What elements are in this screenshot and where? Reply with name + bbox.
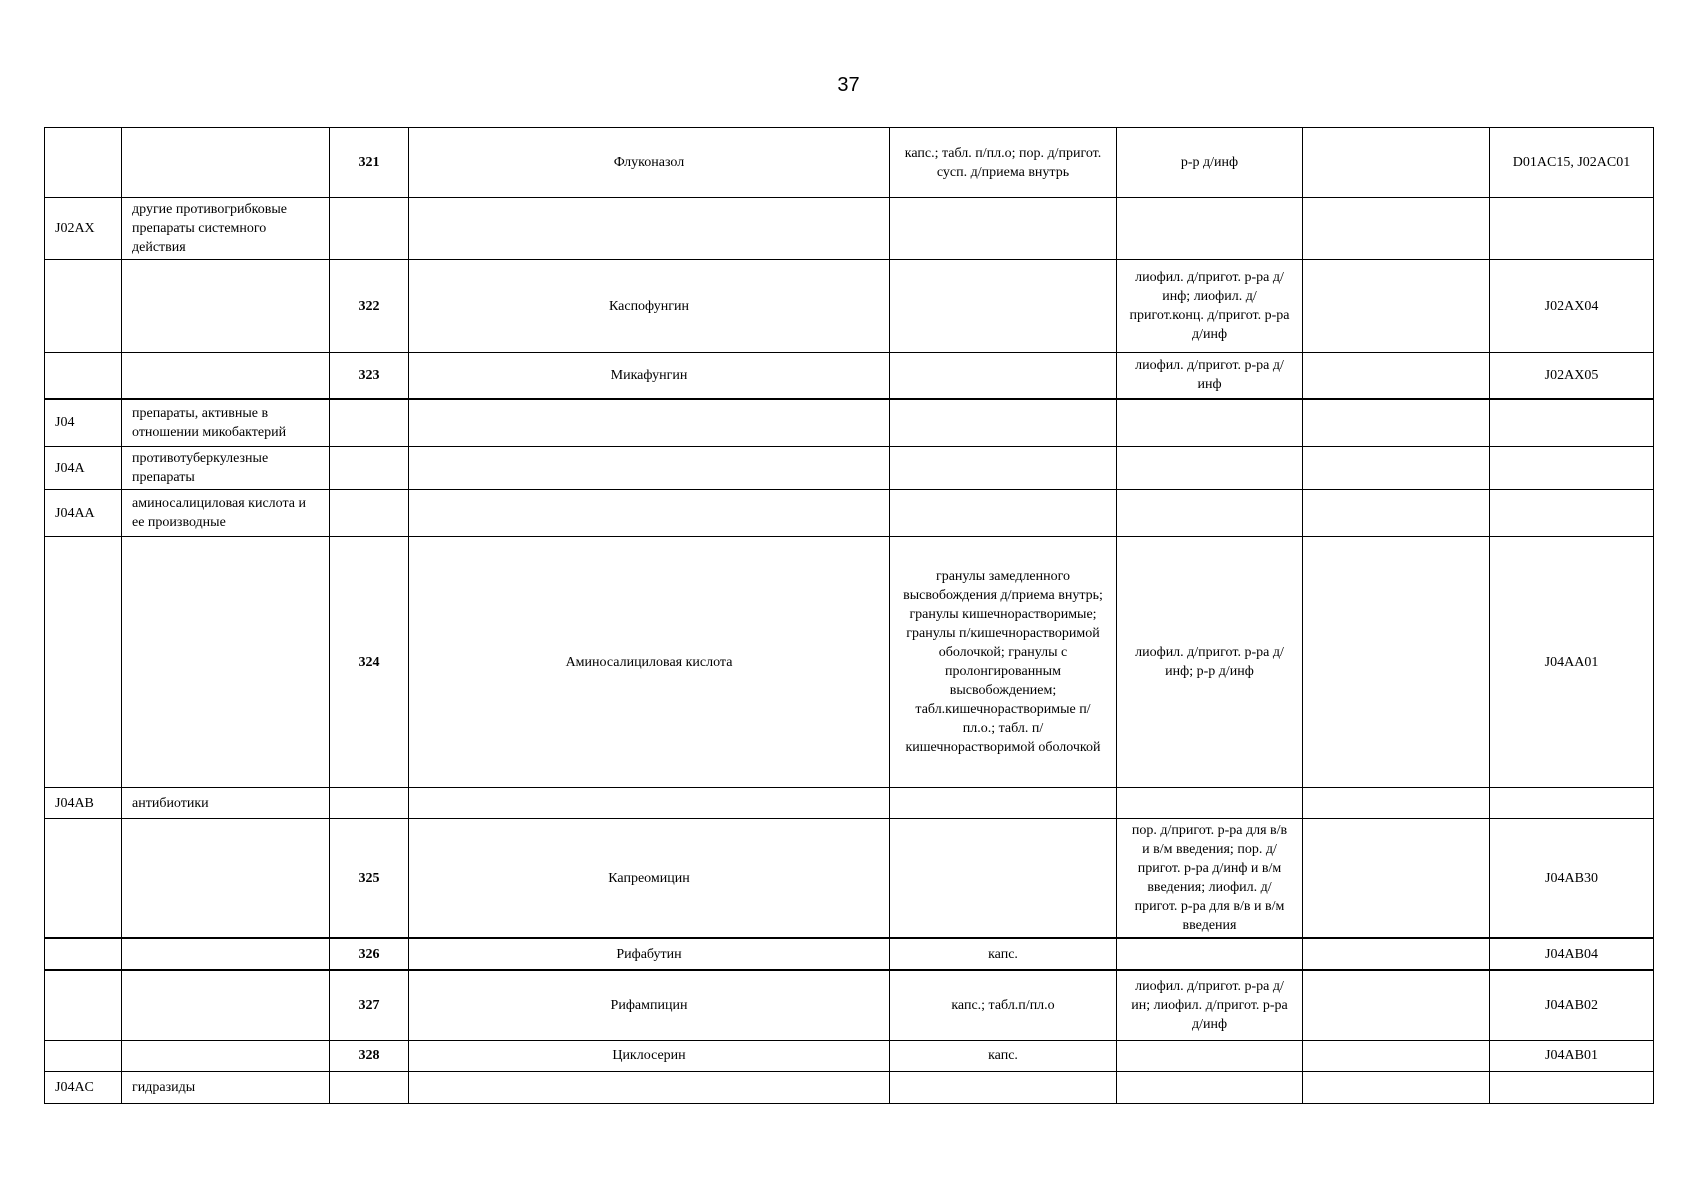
dosage-form-oral xyxy=(890,260,1117,353)
table-row xyxy=(45,490,1654,537)
atc-group-name: аминосалициловая кислота и ее производные xyxy=(122,490,330,537)
atc-code: J04AB30 xyxy=(1490,819,1654,939)
dosage-form-oral xyxy=(890,353,1117,399)
atc-group-name xyxy=(122,938,330,970)
dosage-form-oral xyxy=(890,788,1117,819)
extra-cell xyxy=(1303,819,1490,939)
extra-cell xyxy=(1303,788,1490,819)
dosage-form-oral xyxy=(890,447,1117,490)
atc-group-name: препараты, активные в отношении микобактерий xyxy=(122,399,330,447)
dosage-form-injection xyxy=(1117,447,1303,490)
atc-group-code xyxy=(45,128,122,198)
drug-name: Рифабутин xyxy=(409,938,890,970)
dosage-form-oral xyxy=(890,1071,1117,1103)
dosage-form-injection xyxy=(1117,938,1303,970)
atc-code xyxy=(1490,1071,1654,1103)
row-number: 323 xyxy=(330,353,409,399)
row-number: 327 xyxy=(330,970,409,1040)
extra-cell xyxy=(1303,260,1490,353)
row-number: 328 xyxy=(330,1040,409,1071)
row-number: 325 xyxy=(330,819,409,939)
drug-name: Микафунгин xyxy=(409,353,890,399)
drug-name: Циклосерин xyxy=(409,1040,890,1071)
drug-name: Флуконазол xyxy=(409,128,890,198)
drug-name xyxy=(409,788,890,819)
atc-group-name xyxy=(122,353,330,399)
dosage-form-oral: капс. xyxy=(890,1040,1117,1071)
dosage-form-injection: р-р д/инф xyxy=(1117,128,1303,198)
dosage-form-injection xyxy=(1117,788,1303,819)
row-number xyxy=(330,198,409,260)
table-row xyxy=(45,128,1654,198)
atc-group-name: антибиотики xyxy=(122,788,330,819)
row-number xyxy=(330,1071,409,1103)
table-row xyxy=(45,447,1654,490)
dosage-form-injection: лиофил. д/пригот. р-ра д/инф xyxy=(1117,353,1303,399)
table-row xyxy=(45,537,1654,788)
drug-name: Аминосалициловая кислота xyxy=(409,537,890,788)
table-row xyxy=(45,970,1654,1040)
drug-name: Капреомицин xyxy=(409,819,890,939)
drug-name xyxy=(409,447,890,490)
atc-code xyxy=(1490,788,1654,819)
extra-cell xyxy=(1303,353,1490,399)
dosage-form-oral: капс.; табл. п/пл.о; пор. д/пригот. сусп. д/приема внутрь xyxy=(890,128,1117,198)
atc-group-code xyxy=(45,260,122,353)
page-number: 37 xyxy=(837,74,860,96)
dosage-form-injection: лиофил. д/пригот. р-ра д/инф; лиофил. д/пригот.конц. д/пригот. р-ра д/инф xyxy=(1117,260,1303,353)
atc-code: D01AC15, J02AC01 xyxy=(1490,128,1654,198)
atc-group-name xyxy=(122,128,330,198)
atc-group-code xyxy=(45,938,122,970)
drug-name xyxy=(409,490,890,537)
extra-cell xyxy=(1303,128,1490,198)
atc-code: J02AX04 xyxy=(1490,260,1654,353)
table-row xyxy=(45,399,1654,447)
atc-code: J04AB04 xyxy=(1490,938,1654,970)
extra-cell xyxy=(1303,198,1490,260)
table-row xyxy=(45,1071,1654,1103)
drug-name: Каспофунгин xyxy=(409,260,890,353)
row-number: 326 xyxy=(330,938,409,970)
atc-group-code xyxy=(45,970,122,1040)
atc-code: J04AB02 xyxy=(1490,970,1654,1040)
row-number xyxy=(330,399,409,447)
atc-group-code: J04 xyxy=(45,399,122,447)
atc-group-name xyxy=(122,970,330,1040)
row-number xyxy=(330,447,409,490)
atc-code xyxy=(1490,399,1654,447)
dosage-form-oral xyxy=(890,198,1117,260)
drug-name xyxy=(409,198,890,260)
drug-name xyxy=(409,399,890,447)
extra-cell xyxy=(1303,970,1490,1040)
dosage-form-oral xyxy=(890,819,1117,939)
drug-table xyxy=(44,127,1654,1104)
atc-group-name: другие противогрибковые препараты системного действия xyxy=(122,198,330,260)
atc-group-code xyxy=(45,1040,122,1071)
dosage-form-injection: пор. д/пригот. р-ра для в/в и в/м введения; пор. д/пригот. р-ра д/инф и в/м введения; лиофил. д/пригот. р-ра для в/в и в/м введения xyxy=(1117,819,1303,939)
atc-group-code xyxy=(45,537,122,788)
dosage-form-oral: капс. xyxy=(890,938,1117,970)
extra-cell xyxy=(1303,399,1490,447)
table-row xyxy=(45,938,1654,970)
atc-code xyxy=(1490,447,1654,490)
dosage-form-oral: гранулы замедленного высвобождения д/приема внутрь; гранулы кишечнорастворимые; гранулы п/кишечнорастворимой оболочкой; гранулы с пролонгированным высвобождением; табл.кишечнорастворимые п/пл.о.; табл. п/кишечнорастворимой оболочкой xyxy=(890,537,1117,788)
atc-code xyxy=(1490,490,1654,537)
table-row xyxy=(45,788,1654,819)
atc-group-code: J02AX xyxy=(45,198,122,260)
extra-cell xyxy=(1303,537,1490,788)
dosage-form-oral xyxy=(890,490,1117,537)
dosage-form-injection xyxy=(1117,198,1303,260)
atc-code: J04AA01 xyxy=(1490,537,1654,788)
extra-cell xyxy=(1303,490,1490,537)
dosage-form-oral: капс.; табл.п/пл.о xyxy=(890,970,1117,1040)
atc-group-name xyxy=(122,1040,330,1071)
table-row xyxy=(45,1040,1654,1071)
atc-group-name xyxy=(122,260,330,353)
atc-group-code: J04A xyxy=(45,447,122,490)
row-number xyxy=(330,788,409,819)
atc-code xyxy=(1490,198,1654,260)
dosage-form-injection: лиофил. д/пригот. р-ра д/ин; лиофил. д/пригот. р-ра д/инф xyxy=(1117,970,1303,1040)
row-number: 322 xyxy=(330,260,409,353)
row-number: 324 xyxy=(330,537,409,788)
atc-group-name xyxy=(122,537,330,788)
atc-code: J02AX05 xyxy=(1490,353,1654,399)
dosage-form-oral xyxy=(890,399,1117,447)
extra-cell xyxy=(1303,447,1490,490)
atc-group-name: гидразиды xyxy=(122,1071,330,1103)
atc-code: J04AB01 xyxy=(1490,1040,1654,1071)
table-row xyxy=(45,260,1654,353)
dosage-form-injection xyxy=(1117,490,1303,537)
dosage-form-injection xyxy=(1117,1040,1303,1071)
dosage-form-injection xyxy=(1117,1071,1303,1103)
drug-name xyxy=(409,1071,890,1103)
row-number: 321 xyxy=(330,128,409,198)
atc-group-code: J04AB xyxy=(45,788,122,819)
dosage-form-injection: лиофил. д/пригот. р-ра д/инф; р-р д/инф xyxy=(1117,537,1303,788)
table-row xyxy=(45,819,1654,939)
drug-name: Рифампицин xyxy=(409,970,890,1040)
atc-group-name xyxy=(122,819,330,939)
atc-group-code xyxy=(45,353,122,399)
atc-group-code xyxy=(45,819,122,939)
drug-table-body xyxy=(45,128,1654,1104)
table-row xyxy=(45,353,1654,399)
atc-group-name: противотуберкулезные препараты xyxy=(122,447,330,490)
extra-cell xyxy=(1303,938,1490,970)
extra-cell xyxy=(1303,1040,1490,1071)
atc-group-code: J04AC xyxy=(45,1071,122,1103)
row-number xyxy=(330,490,409,537)
dosage-form-injection xyxy=(1117,399,1303,447)
atc-group-code: J04AA xyxy=(45,490,122,537)
table-row xyxy=(45,198,1654,260)
extra-cell xyxy=(1303,1071,1490,1103)
